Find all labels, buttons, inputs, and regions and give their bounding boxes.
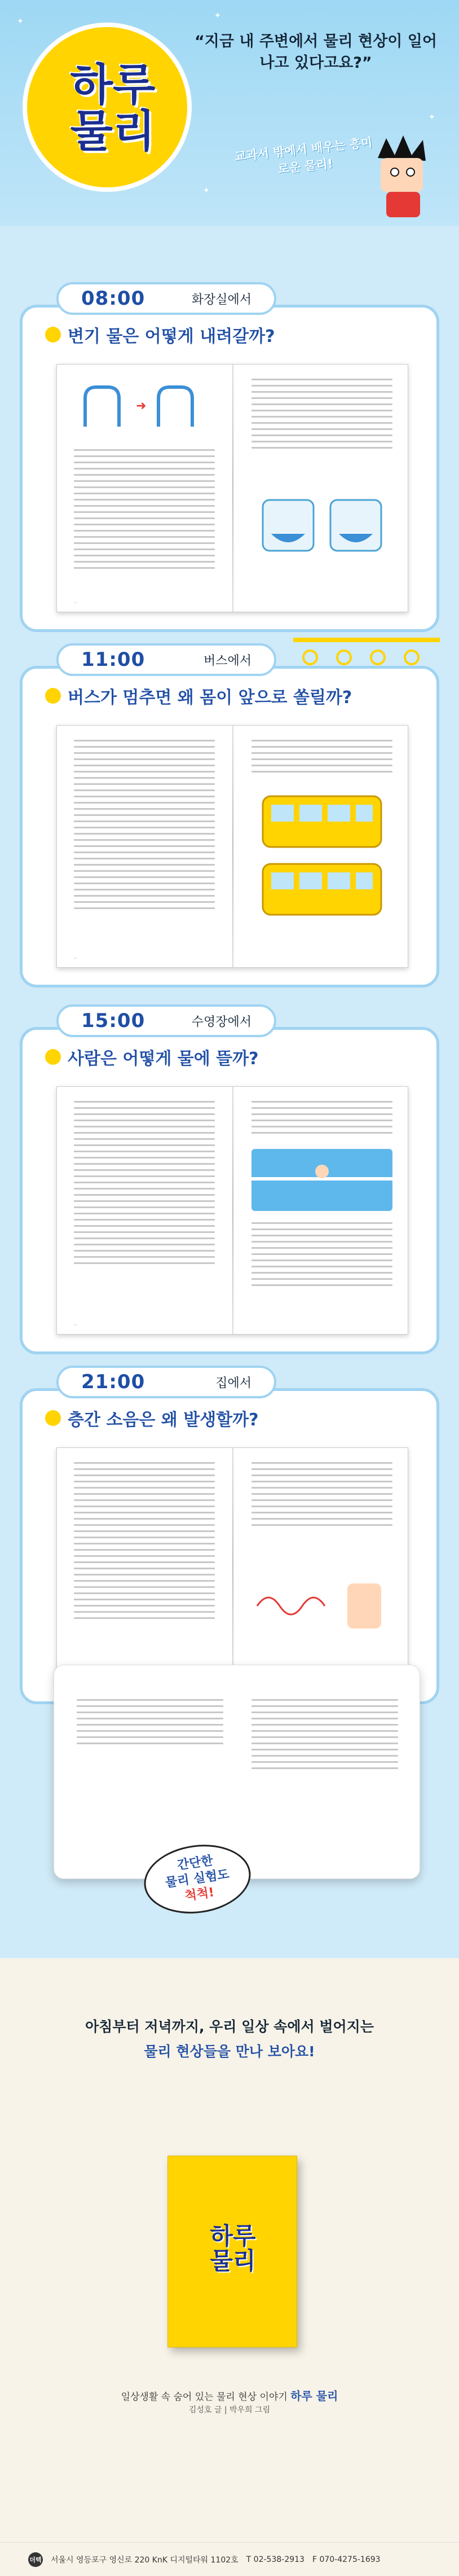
bullet-icon	[45, 327, 61, 343]
star-icon: ✦	[17, 17, 24, 26]
logo-title: 하루 물리	[70, 60, 156, 157]
promo-headline-line-2: 물리 현상들을 만나 보아요!	[144, 2043, 315, 2060]
place-label: 화장실에서	[191, 292, 251, 307]
publisher-address: 서울시 영등포구 영신로 220 KnK 디지털타워 1102호	[51, 2555, 239, 2565]
promo-headline-line-1: 아침부터 저녁까지, 우리 일상 속에서 벌어지는	[85, 2018, 374, 2035]
publisher-tel: T 02-538-2913	[246, 2555, 304, 2564]
star-icon: ✦	[429, 113, 435, 122]
pool-illustration	[251, 1149, 392, 1211]
content-card	[20, 305, 439, 632]
time-tab	[56, 1004, 276, 1037]
time-label: 21:00	[81, 1371, 145, 1393]
question-title: 버스가 멈추면 왜 몸이 앞으로 쏠릴까?	[68, 688, 352, 708]
book-caption	[0, 2387, 459, 2403]
book-promo	[0, 1958, 459, 2576]
page-number: ··	[74, 600, 77, 606]
place-label: 집에서	[215, 1376, 251, 1390]
content-card	[20, 1027, 439, 1354]
bubble-line-3: 척척!	[184, 1885, 215, 1904]
hero-subtitle: 교과서 밖에서 배우는 흥미로운 물리!	[234, 135, 373, 176]
book-spread	[56, 725, 408, 968]
time-tab	[56, 643, 276, 676]
bullet-icon	[45, 1410, 61, 1426]
toilet-illustration	[251, 477, 392, 568]
publisher-logo-icon: 더텍	[28, 2552, 43, 2567]
noise-illustration	[251, 1572, 392, 1634]
time-label: 08:00	[81, 287, 145, 310]
hero-quote: “지금 내 주변에서 물리 현상이 일어나고 있다고요?”	[195, 33, 437, 72]
content-card	[20, 666, 439, 988]
page-number: ··	[74, 1323, 77, 1328]
caption-prefix: 일상생활 속 숨어 있는 물리 현상 이야기	[121, 2391, 288, 2403]
question-title: 변기 물은 어떻게 내려갈까?	[68, 327, 275, 346]
book-credits: 김성호 글 | 박우희 그림	[188, 2406, 271, 2415]
bus-illustration	[251, 785, 392, 926]
content-card	[20, 1388, 439, 1704]
book-cover	[167, 2156, 297, 2347]
question-title: 층간 소음은 왜 발생할까?	[68, 1410, 259, 1430]
time-label: 11:00	[81, 648, 145, 671]
place-label: 버스에서	[203, 653, 251, 668]
star-icon: ✦	[214, 11, 221, 20]
bubble-line-1: 간단한	[176, 1853, 214, 1873]
bus-handles-illustration	[293, 632, 440, 677]
time-tab	[56, 282, 276, 315]
promo-headline	[0, 2015, 459, 2064]
hero-banner	[0, 0, 459, 226]
cover-title: 하루 물리	[210, 2222, 256, 2275]
svg-text:➜: ➜	[136, 399, 147, 413]
bubble-line-2: 물리 실험도	[164, 1867, 231, 1890]
book-spread	[56, 1086, 408, 1335]
question-title: 사람은 어떻게 물에 뜰까?	[68, 1049, 259, 1069]
publisher-footer	[0, 2542, 459, 2576]
book-spread	[56, 1447, 408, 1684]
page-number: ··	[74, 956, 77, 962]
book-spread	[56, 364, 408, 612]
bullet-icon	[45, 688, 61, 704]
place-label: 수영장에서	[191, 1015, 251, 1029]
card-title	[45, 683, 352, 708]
card-title	[45, 1406, 259, 1430]
siphon-illustration	[74, 376, 215, 438]
star-icon: ✦	[203, 186, 210, 195]
publisher-fax: F 070-4275-1693	[312, 2555, 381, 2564]
bullet-icon	[45, 1049, 61, 1065]
caption-book-title: 하루 물리	[290, 2389, 338, 2403]
character-illustration	[367, 135, 440, 220]
time-tab	[56, 1366, 276, 1398]
card-title	[45, 1045, 259, 1069]
card-title	[45, 322, 275, 347]
time-label: 15:00	[81, 1010, 145, 1032]
experiment-spread	[54, 1665, 420, 1879]
